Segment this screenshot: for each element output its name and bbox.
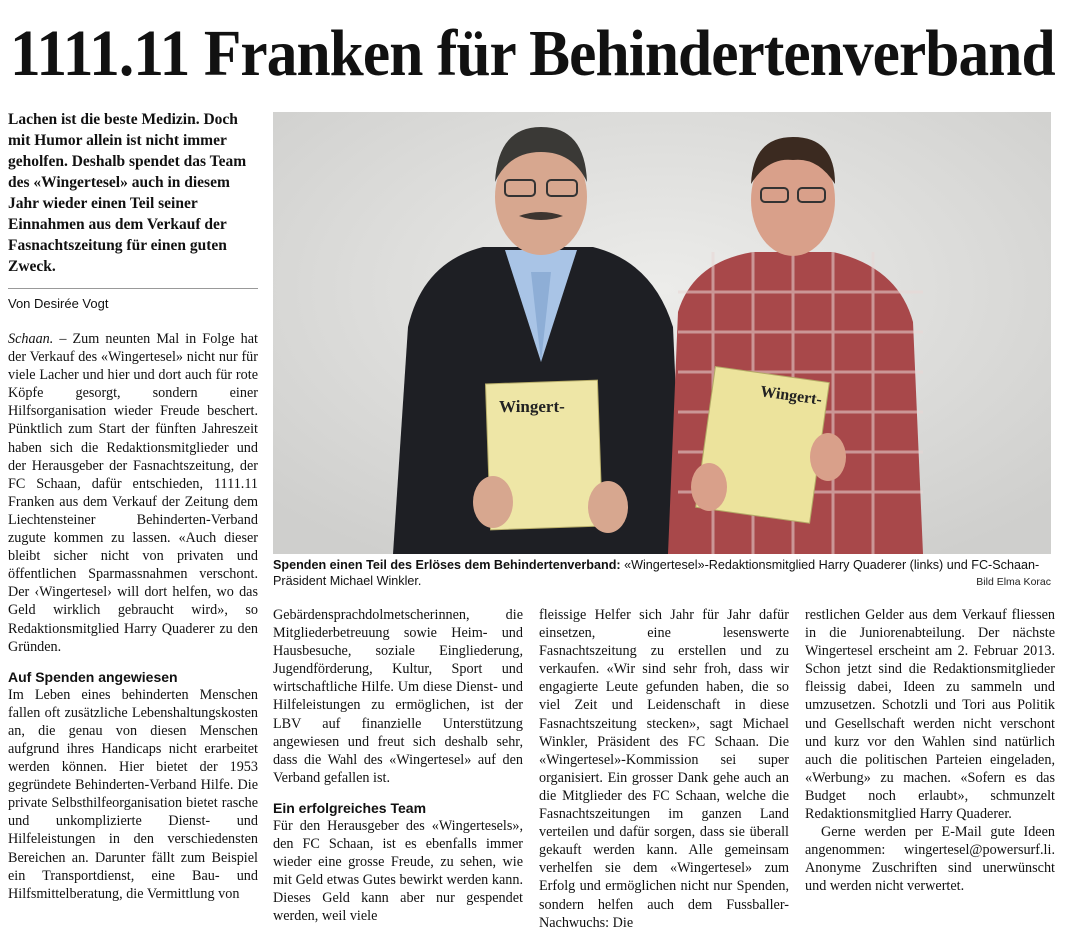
article-paragraph-3-cont: fleissige Helfer sich Jahr für Jahr dafür einsetzen, eine lesenswerte Fasnachtszeitung zu erstellen und zu verkaufen. «Wir sind sehr froh, dass wir engagierte Leute gefunden haben, die so viel Zeit und Leidenschaft in diese Fasnachtszeitung stecken», sagt Michael Winkler, Präsident des FC Schaan. Die «Wingertesel»-Kommission sei super organisiert. Ein grosser Dank gehe auch an die Mitglieder des FC Schaan, welche die Fasnachtszeitungen im ganzen Land verteilen und dafür sorgen, dass sie überall gekauft werden kann. Alle gemeinsam verhelfen sie dem «Wingertesel» zum Erfolg und ermöglichen nicht nur Spenden, sondern helfen auch dem Fussballer-Nachwuchs: Die bbox=[539, 607, 789, 931]
article-text: Zum neunten Mal in Folge hat der Verkauf des «Wingertesel» nicht nur für viele Lacher und hier und dort auch für rote Köpfe gesorgt, sondern einer Hilfsorganisation wieder Freude beschert. Pünktlich zum Start der fünften Jahreszeit haben sich die Redaktionsmitglieder und der Herausgeber der Fasnachtszeitung, der FC Schaan, dafür entschieden, 1111.11 Franken aus dem Verkauf der Zeitung dem Liechtensteiner Behinderten-Verband zugute kommen zu lassen. «Auch dieser bleibt sicher nicht von privaten und öffentlichen Sparmassnahmen verschont. Der ‹Wingertesel› will dort helfen, wo das Geld wirklich gebraucht wird», so Redaktionsmitglied Harry Quaderer zu den Gründen. bbox=[8, 331, 258, 655]
byline-divider bbox=[8, 288, 258, 289]
subheading-team: Ein erfolgreiches Team bbox=[273, 799, 427, 816]
article-column-1 bbox=[8, 330, 258, 903]
lead-paragraph: Lachen ist die beste Medizin. Doch mit Humor allein ist nicht immer geholfen. Deshalb spendet das Team des «Wingertesel» auch in diesem Jahr wieder einen Teil seiner Einnahmen aus dem Verkauf der Fasnachtszeitung für einen guten Zweck. bbox=[8, 111, 247, 275]
article-paragraph-2: Im Leben eines behinderten Menschen fallen oft zusätzliche Lebenshaltungskosten an, die genau von diesen Menschen aufgrund ihres Handicaps nicht erarbeitet werden können. Hier bietet der 1953 gegründete Behinderten-Verband Hilfe. Die private Selbsthilfeorganisation bietet rasche und unkomplizierte Dienst- und Hilfeleistungen in den verschiedensten Bereichen an. Darunter fällt zum Beispiel ein Transportdienst, eine Bau- und Hilfsmittelberatung, die Vermittlung von bbox=[8, 686, 258, 902]
headline: 1111.11 Franken für Behindertenverband bbox=[10, 17, 1055, 90]
article-paragraph-3: Für den Herausgeber des «Wingertesels», den FC Schaan, ist es ebenfalls immer wieder eine grosse Freude, zu sehen, wie mit Geld etwas Gutes bewirkt werden kann. Dieses Geld kann aber nur gespendet werden, weil viele bbox=[273, 817, 523, 925]
caption-lead: Spenden einen Teil des Erlöses dem Behindertenverband: bbox=[273, 558, 621, 572]
photo-caption bbox=[273, 557, 1051, 589]
photo-illustration bbox=[273, 112, 1051, 554]
dateline: Schaan. – bbox=[8, 331, 67, 347]
magazine-title-left: Wingert- bbox=[499, 397, 565, 416]
article-column-3 bbox=[539, 606, 789, 932]
byline: Von Desirée Vogt bbox=[8, 296, 109, 311]
subheading-donations: Auf Spenden angewiesen bbox=[8, 668, 178, 685]
article-photo bbox=[273, 112, 1051, 554]
article-paragraph-1 bbox=[8, 330, 258, 656]
article-column-4 bbox=[805, 606, 1055, 896]
article-paragraph-2-cont: Gebärdensprachdolmetscherinnen, die Mitgliederbetreuung sowie Heim- und Hausbesuche, soziale Eingliederung, Jugendförderung, Kultur, Sport und wirtschaftliche Hilfe. Um diese Dienst- und Hilfeleistungen zu ermöglichen, ist der LBV auf finanzielle Unterstützung angewiesen und freut sich deshalb sehr, dass die Wahl des «Wingertesel» auf den Verband gefallen ist. bbox=[273, 607, 523, 786]
article-paragraph-3-end: restlichen Gelder aus dem Verkauf fliessen in die Juniorenabteilung. Der nächste Wingertesel erscheint am 2. Februar 2013. Schon jetzt sind die Redaktionsmitglieder fleissig dabei, Ideen zu sammeln und umzusetzen. Schotzli und Tori aus Politik und Gesellschaft werden nicht verschont und kurz vor den Wahlen sind natürlich auch die politischen Parteien eingeladen, «Werbung» zu machen. «Sofern es das Budget noch erlaubt», schmunzelt Redaktionsmitglied Harry Quaderer. bbox=[805, 607, 1055, 823]
article-column-2 bbox=[273, 606, 523, 926]
caption-text: «Wingertesel»-Redaktionsmitglied Harry Quaderer (links) und FC-Schaan-Präsident Michael Winkler. bbox=[273, 558, 1040, 588]
photo-credit: Bild Elma Korac bbox=[976, 576, 1051, 588]
magazine-title-right: Wingert- bbox=[759, 383, 823, 409]
article-paragraph-4: Gerne werden per E-Mail gute Ideen angenommen: wingertesel@powersurf.li. Anonyme Zuschriften sind unerwünscht und werden nicht verwertet. bbox=[805, 824, 1055, 895]
